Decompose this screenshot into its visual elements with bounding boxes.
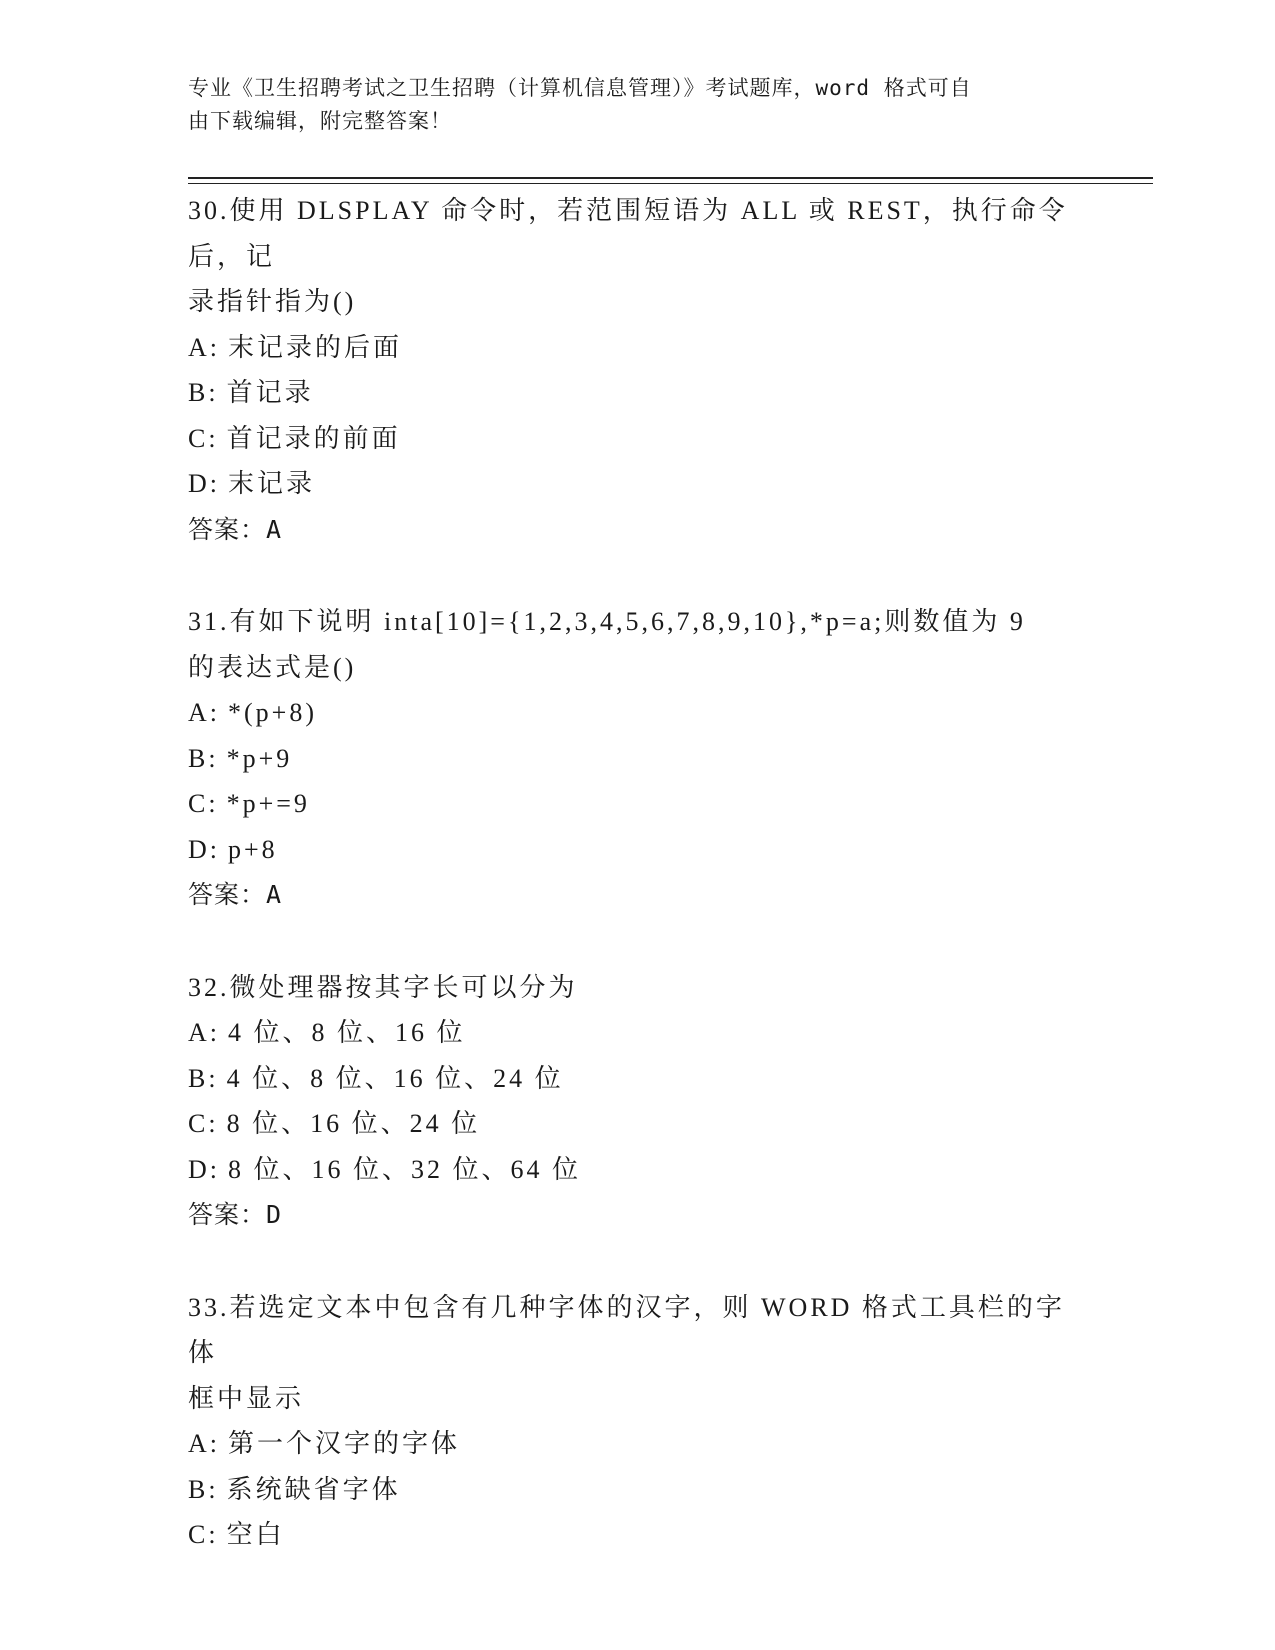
option-text: 首记录 xyxy=(226,378,314,407)
question-text-line: 33.若选定文本中包含有几种字体的汉字，则 WORD 格式工具栏的字体 xyxy=(188,1292,1065,1367)
question-text-line: 录指针指为() xyxy=(188,287,357,316)
header-line-2: 由下载编辑，附完整答案！ xyxy=(188,109,452,133)
option-c xyxy=(188,1512,1088,1558)
header-line-1: 专业《卫生招聘考试之卫生招聘（计算机信息管理）》考试题库，word 格式可自 xyxy=(188,76,972,100)
option-text: 末记录 xyxy=(228,469,316,498)
question-text xyxy=(188,965,1088,1011)
question-text-line: 32.微处理器按其字长可以分为 xyxy=(188,972,578,1002)
question-30 xyxy=(188,188,1088,552)
option-a xyxy=(188,690,1088,736)
question-text-line: 的表达式是() xyxy=(188,652,357,682)
header-divider-thick xyxy=(188,177,1153,179)
option-key: C: xyxy=(188,423,219,453)
question-text xyxy=(188,188,1088,325)
option-c xyxy=(188,781,1088,827)
option-key: C: xyxy=(188,789,219,818)
question-31 xyxy=(188,599,1088,918)
option-text: 8 位、16 位、24 位 xyxy=(226,1109,481,1138)
question-text-line: 30.使用 DLSPLAY 命令时，若范围短语为 ALL 或 REST，执行命令后，记 xyxy=(188,196,1068,271)
option-c xyxy=(188,1101,1088,1147)
answer-line: 答案：A xyxy=(188,514,283,544)
option-b xyxy=(188,1056,1088,1102)
option-text: 首记录的前面 xyxy=(226,423,401,453)
option-text: *p+9 xyxy=(226,743,293,773)
question-text-line: 框中显示 xyxy=(188,1383,305,1413)
option-d xyxy=(188,461,1088,507)
option-text: *p+=9 xyxy=(226,789,310,818)
option-key: C: xyxy=(188,1109,219,1138)
option-text: 末记录的后面 xyxy=(228,332,403,362)
option-text: p+8 xyxy=(228,834,278,864)
option-text: *(p+8) xyxy=(228,698,317,727)
question-32 xyxy=(188,965,1088,1238)
option-key: A: xyxy=(188,332,220,362)
option-c xyxy=(188,416,1088,462)
answer-line: 答案：A xyxy=(188,880,283,909)
option-text: 8 位、16 位、32 位、64 位 xyxy=(228,1154,582,1184)
option-key: A: xyxy=(188,1429,220,1458)
option-text: 第一个汉字的字体 xyxy=(228,1429,461,1458)
option-d xyxy=(188,827,1088,873)
option-key: B: xyxy=(188,1063,219,1093)
option-key: D: xyxy=(188,834,220,864)
question-text-line: 31.有如下说明 inta[10]={1,2,3,4,5,6,7,8,9,10},*p=a;则数值为 9 xyxy=(188,607,1026,636)
question-text xyxy=(188,1285,1088,1422)
option-key: C: xyxy=(188,1520,219,1549)
option-key: D: xyxy=(188,1154,220,1184)
document-header xyxy=(188,72,1088,138)
option-a xyxy=(188,1010,1088,1056)
question-list xyxy=(188,188,1088,1605)
answer-line: 答案：D xyxy=(188,1200,283,1229)
option-b xyxy=(188,736,1088,782)
option-b xyxy=(188,1467,1088,1513)
option-key: B: xyxy=(188,378,219,407)
option-key: B: xyxy=(188,1474,219,1504)
option-text: 空白 xyxy=(226,1520,285,1549)
option-key: B: xyxy=(188,743,219,773)
header-divider-thin xyxy=(188,183,1153,184)
option-a xyxy=(188,1421,1088,1467)
option-key: A: xyxy=(188,1018,220,1047)
option-key: D: xyxy=(188,469,220,498)
option-text: 4 位、8 位、16 位 xyxy=(228,1018,466,1047)
option-key: A: xyxy=(188,698,220,727)
option-text: 4 位、8 位、16 位、24 位 xyxy=(226,1063,564,1093)
option-b xyxy=(188,370,1088,416)
option-d xyxy=(188,1147,1088,1193)
option-a xyxy=(188,325,1088,371)
question-text xyxy=(188,599,1088,690)
question-33 xyxy=(188,1285,1088,1558)
option-text: 系统缺省字体 xyxy=(226,1474,401,1504)
